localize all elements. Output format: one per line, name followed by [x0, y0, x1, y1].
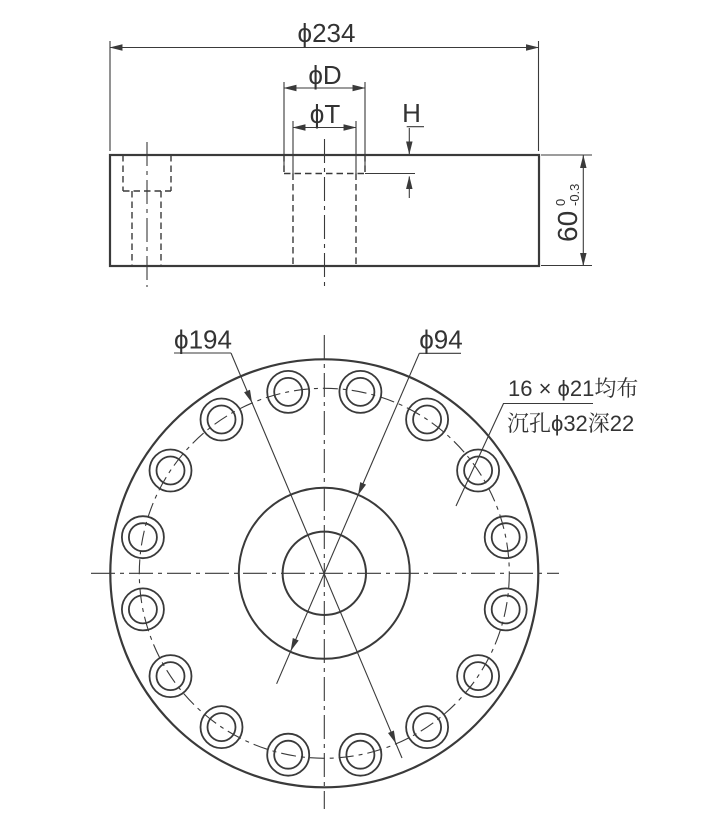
dim-recess-depth [365, 98, 424, 198]
dim-height [541, 155, 592, 266]
height-upper-tolerance: 0 [553, 198, 568, 206]
hole-callout-line2: 沉孔ϕ32深22 [507, 411, 635, 436]
dim-bolt-circle-diameter [174, 325, 402, 759]
center-hole-diameter-label: ϕT [309, 99, 341, 129]
recess-diameter-label: ϕD [308, 60, 342, 90]
outer-diameter-label: ϕ234 [297, 18, 356, 48]
boss-diameter-label: ϕ94 [419, 324, 463, 355]
hole-callout [456, 376, 638, 506]
height-value-label: 60 [552, 210, 583, 242]
height-lower-tolerance: -0.3 [567, 183, 582, 206]
hole-callout-line1: 16 × ϕ21均布 [508, 376, 639, 401]
plan-view [91, 325, 638, 810]
bolt-circle-diameter-label: ϕ194 [174, 324, 232, 355]
recess-depth-label: H [402, 98, 421, 128]
side-view [110, 18, 592, 287]
